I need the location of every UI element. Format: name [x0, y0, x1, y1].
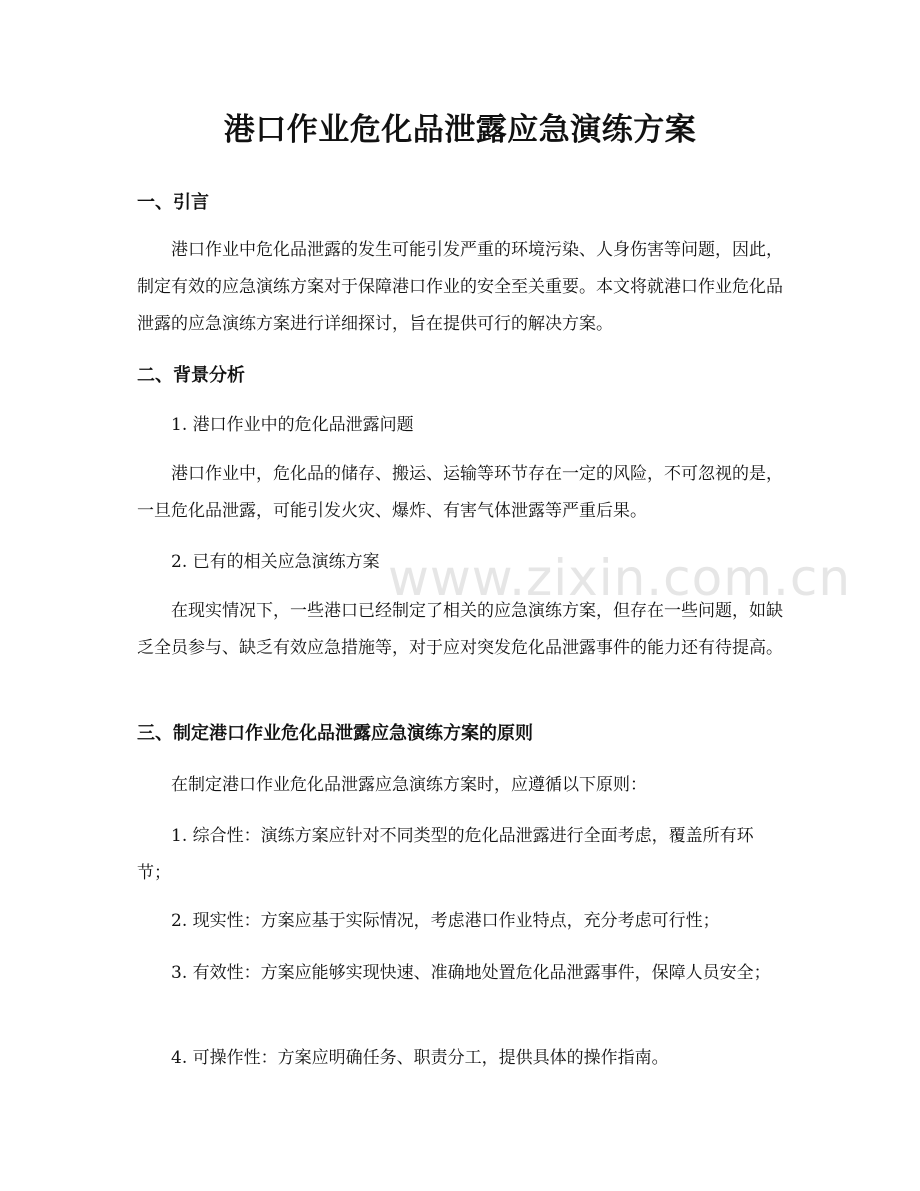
principle-item-3: 3. 有效性：方案应能够实现快速、准确地处置危化品泄露事件，保障人员安全；: [171, 963, 771, 983]
section-heading-principles: 三、制定港口作业危化品泄露应急演练方案的原则: [137, 723, 533, 744]
document-title: 港口作业危化品泄露应急演练方案: [223, 112, 697, 148]
background-paragraph-2: 在现实情况下，一些港口已经制定了相关的应急演练方案，但存在一些问题，如缺乏全员参与、缺乏有效应急措施等，对于应对突发危化品泄露事件的能力还有待提高。: [137, 601, 783, 658]
background-subheading-2: 2. 已有的相关应急演练方案: [171, 552, 380, 572]
principles-intro: 在制定港口作业危化品泄露应急演练方案时，应遵循以下原则：: [171, 775, 647, 795]
principle-item-4: 4. 可操作性：方案应明确任务、职责分工，提供具体的操作指南。: [171, 1048, 669, 1068]
section-heading-background: 二、背景分析: [137, 365, 245, 386]
introduction-paragraph: 港口作业中危化品泄露的发生可能引发严重的环境污染、人身伤害等问题，因此，制定有效的应急演练方案对于保障港口作业的安全至关重要。本文将就港口作业危化品泄露的应急演练方案进行详细探讨，旨在提供可行的解决方案。: [137, 240, 783, 334]
background-paragraph-1: 港口作业中，危化品的储存、搬运、运输等环节存在一定的风险，不可忽视的是，一旦危化品泄露，可能引发火灾、爆炸、有害气体泄露等严重后果。: [137, 464, 783, 521]
principle-item-2: 2. 现实性：方案应基于实际情况，考虑港口作业特点，充分考虑可行性；: [171, 911, 720, 931]
principle-item-1: 1. 综合性：演练方案应针对不同类型的危化品泄露进行全面考虑，覆盖所有环节；: [137, 826, 754, 883]
background-subheading-1: 1. 港口作业中的危化品泄露问题: [171, 415, 414, 435]
section-heading-introduction: 一、引言: [137, 192, 209, 213]
watermark: www.zixin.com.cn: [388, 549, 852, 607]
